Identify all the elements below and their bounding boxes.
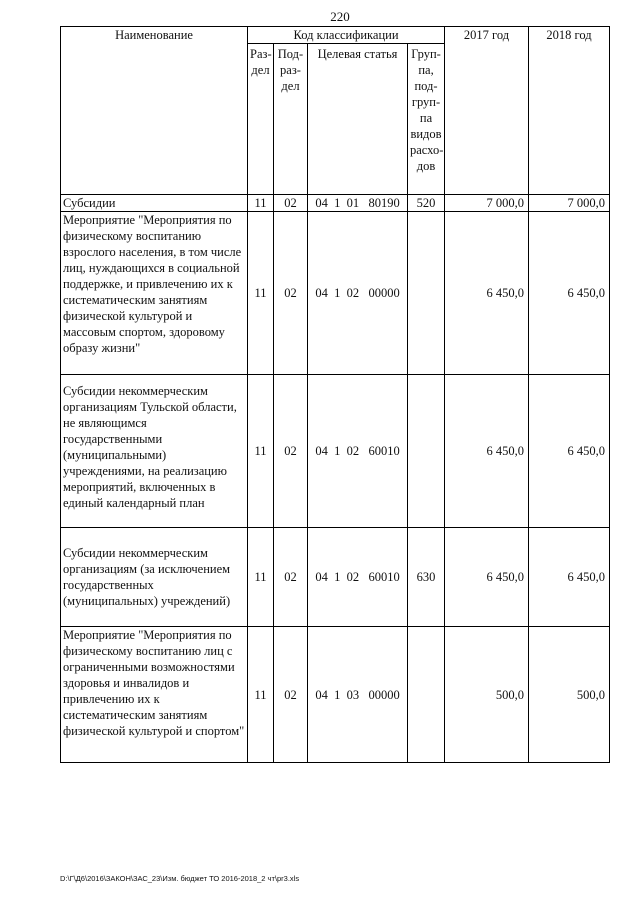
row-2018: 6 450,0 <box>529 212 610 375</box>
row-section: 11 <box>248 528 274 627</box>
file-path-footer: D:\Г\Д6\2016\ЗАКОН\ЗАС_23\Изм. бюджет ТО 2016-2018_2 чт\pr3.xls <box>60 874 300 883</box>
row-subsection: 02 <box>274 627 308 763</box>
table-row <box>61 528 610 627</box>
header-row-top <box>61 27 610 44</box>
row-section: 11 <box>248 375 274 528</box>
row-target: 04 1 02 00000 <box>308 212 408 375</box>
row-name: Субсидии некоммерческим организациям Тульской области, не являющимся государственными (муниципальными) учреждениями, на реализацию мероприятий, включенных в единый календарный план <box>61 375 248 528</box>
row-2018: 500,0 <box>529 627 610 763</box>
row-target: 04 1 02 60010 <box>308 375 408 528</box>
row-2017: 7 000,0 <box>445 195 529 212</box>
row-target: 04 1 03 00000 <box>308 627 408 763</box>
header-section: Раз- дел <box>248 44 274 195</box>
row-name: Субсидии некоммерческим организациям (за исключением государственных (муниципальных) учреждений) <box>61 528 248 627</box>
row-2017: 6 450,0 <box>445 375 529 528</box>
row-name: Мероприятие "Мероприятия по физическому воспитанию взрослого населения, в том числе лиц, нуждающихся в социальной поддержке, и привлечению их к систематическим занятиям физической культурой и массовым спортом, здоровому образу жизни" <box>61 212 248 375</box>
row-section: 11 <box>248 212 274 375</box>
budget-table <box>60 26 610 763</box>
row-group <box>408 627 445 763</box>
header-expense-group: Груп- па, под- груп- па видов расхо- дов <box>408 44 445 195</box>
row-subsection: 02 <box>274 195 308 212</box>
row-2018: 7 000,0 <box>529 195 610 212</box>
row-2018: 6 450,0 <box>529 528 610 627</box>
header-year-2017: 2017 год <box>445 27 529 195</box>
table-row <box>61 627 610 763</box>
row-name: Субсидии <box>61 195 248 212</box>
row-group <box>408 375 445 528</box>
row-subsection: 02 <box>274 375 308 528</box>
row-target: 04 1 02 60010 <box>308 528 408 627</box>
header-target-article: Целевая статья <box>308 44 408 195</box>
row-group: 520 <box>408 195 445 212</box>
row-subsection: 02 <box>274 212 308 375</box>
row-2018: 6 450,0 <box>529 375 610 528</box>
row-subsection: 02 <box>274 528 308 627</box>
row-2017: 6 450,0 <box>445 528 529 627</box>
header-subsection: Под- раз- дел <box>274 44 308 195</box>
header-classification-code: Код классификации <box>248 27 445 44</box>
table-row <box>61 375 610 528</box>
table-row <box>61 212 610 375</box>
table-row <box>61 195 610 212</box>
row-2017: 500,0 <box>445 627 529 763</box>
row-section: 11 <box>248 195 274 212</box>
row-target: 04 1 01 80190 <box>308 195 408 212</box>
header-name: Наименование <box>61 27 248 195</box>
row-section: 11 <box>248 627 274 763</box>
header-year-2018: 2018 год <box>529 27 610 195</box>
row-2017: 6 450,0 <box>445 212 529 375</box>
row-group <box>408 212 445 375</box>
row-group: 630 <box>408 528 445 627</box>
page-number: 220 <box>330 9 350 24</box>
row-name: Мероприятие "Мероприятия по физическому воспитанию лиц с ограниченными возможностями здоровья и инвалидов и привлечению их к систематическим занятиям физической культурой и спортом" <box>61 627 248 763</box>
